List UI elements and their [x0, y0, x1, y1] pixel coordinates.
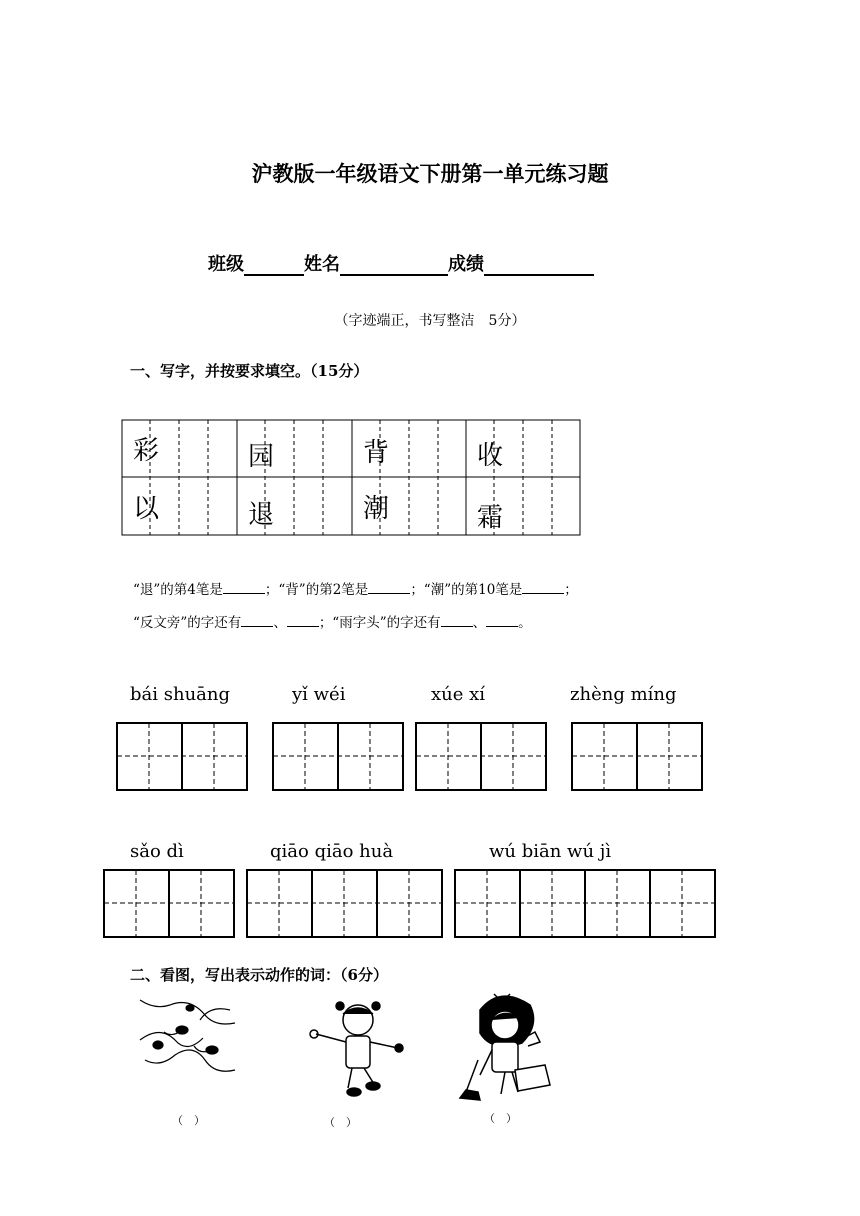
grid-char: 霜	[477, 503, 504, 533]
grid-char: 退	[248, 500, 275, 530]
grid-char: 背	[363, 438, 390, 468]
pinyin-label: yǐ wéi	[292, 684, 346, 705]
page-title: 沪教版一年级语文下册第一单元练习题	[251, 161, 609, 186]
grid-char: 彩	[133, 436, 160, 466]
pinyin-label: zhèng míng	[570, 684, 677, 705]
score-label: 成绩	[448, 254, 484, 275]
pinyin-label: wú biān wú jì	[489, 841, 612, 862]
q1-text-d: ；	[564, 582, 578, 598]
answer-paren[interactable]: （ ）	[172, 1114, 205, 1127]
girl-sweeping-picture	[460, 994, 550, 1100]
answer-paren[interactable]: （ ）	[484, 1112, 517, 1125]
q2-end: 。	[518, 615, 532, 631]
tadpoles-picture	[140, 1000, 235, 1071]
q2-text-b: ；“雨字头”的字还有	[318, 615, 441, 631]
pinyin-label: qiāo qiāo huà	[270, 841, 394, 862]
q1-text-c: ；“潮”的第10笔是	[410, 582, 523, 598]
pinyin-label: sǎo dì	[130, 841, 184, 862]
grid-char: 收	[477, 441, 504, 471]
name-label: 姓名	[304, 254, 340, 275]
answer-paren[interactable]: （ ）	[324, 1116, 357, 1129]
grid-char: 潮	[363, 494, 390, 524]
pinyin-label: bái shuāng	[130, 684, 231, 705]
section2-heading: 二、看图，写出表示动作的词：（6分）	[130, 966, 388, 984]
q1-text-b: ；“背”的第2笔是	[264, 582, 369, 598]
q2-sep: 、	[273, 615, 287, 631]
handwriting-note: （字迹端正，书写整洁 5分）	[334, 313, 526, 329]
q2-text-a: “反文旁”的字还有	[133, 615, 242, 631]
pinyin-label: xúe xí	[431, 684, 486, 705]
q2-sep: 、	[472, 615, 487, 631]
grid-char: 以	[133, 494, 160, 524]
grid-char: 园	[248, 442, 275, 472]
class-label: 班级	[208, 254, 244, 275]
section1-heading: 一、写字，并按要求填空。（15分）	[130, 362, 369, 380]
girl-walking-picture	[310, 1002, 403, 1096]
q1-text-a: “退”的第4笔是	[133, 582, 223, 598]
